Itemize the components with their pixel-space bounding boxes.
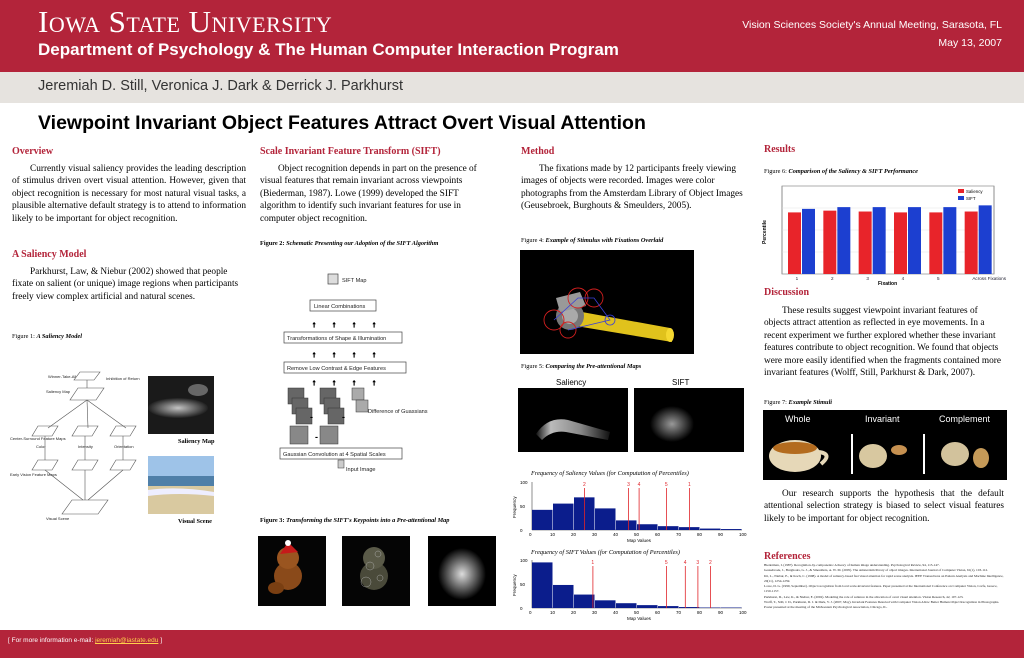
bar-sift <box>802 209 815 274</box>
inhibition-label: Inhibition of Return <box>106 376 140 381</box>
teddy-bear-keypoints <box>342 536 410 606</box>
percentile-marker-label: 1 <box>591 560 595 566</box>
center-surround-label: Center-Surround Feature Maps <box>10 436 66 441</box>
histogram-bar <box>679 607 700 608</box>
results-heading: Results <box>764 144 796 155</box>
x-tick-label: 0 <box>529 610 532 615</box>
bar-saliency <box>859 212 872 274</box>
results-bar-chart <box>760 180 1008 286</box>
poster-header <box>0 0 1024 72</box>
svg-text:↑: ↑ <box>352 350 356 359</box>
x-tick-label: 60 <box>655 610 661 615</box>
x-tick-label: 3 <box>866 276 869 281</box>
references-list <box>764 563 1004 611</box>
flow-remove: Remove Low Contrast & Edge Features <box>287 366 386 372</box>
discussion-heading: Discussion <box>764 287 810 298</box>
sift-heading: Scale Invariant Feature Transform (SIFT) <box>260 146 441 157</box>
visual-scene-image <box>148 456 214 514</box>
saliency-model-heading: A Saliency Model <box>12 249 87 260</box>
legend-entry: SIFT <box>966 196 976 201</box>
sift-text: Object recognition depends in part on the presence of visual features that remain invariant across viewpoints (Biederman, 1987). Lowe (1999) developed the SIFT algorithm to identify such invariant features for use in computer object recognition. <box>260 164 477 224</box>
winner-label: Winner-Take-All <box>48 374 77 379</box>
flow-transform: Transformations of Shape & Illumination <box>287 336 387 342</box>
reference-item: Wolff, T., Still, J. D., Parkhurst, D. J. & Dark, V. J. (2007, May). Invariant Features Detected with Computer Vision Allow Better Human Object Recognition in Photographs. Poster presented at the meeting of the Midwestern Psychological Association, Chicago, IL. <box>764 600 1000 610</box>
meeting-date: May 13, 2007 <box>938 37 1002 49</box>
flow-dog: Difference of Guassians <box>368 409 428 415</box>
meeting-name: Vision Sciences Society's Annual Meeting, Sarasota, FL <box>742 19 1002 31</box>
svg-text:-: - <box>315 432 318 442</box>
histogram-bar <box>616 520 637 530</box>
percentile-marker-label: 2 <box>709 560 712 566</box>
histogram-bar <box>700 529 721 530</box>
saliency-model-text: Parkhurst, Law, & Niebur (2002) showed that people fixate on salient (or unique) image regions when participants freely view complex artificial and natural scenes. <box>12 267 239 302</box>
x-tick-label: 20 <box>571 610 577 615</box>
figure-1-caption: Figure 1: A Saliency Model <box>12 333 82 340</box>
svg-text:↑: ↑ <box>332 378 336 387</box>
histogram-bar <box>595 508 616 530</box>
bar-saliency <box>788 212 801 274</box>
bar-saliency <box>823 211 836 274</box>
flow-gauss: Gaussian Convolution at 4 Spatial Scales <box>283 452 386 458</box>
x-tick-label: 90 <box>718 532 724 537</box>
svg-text:-: - <box>310 412 313 422</box>
figure-2-caption: Figure 2: Schematic Presenting our Adoption of the SIFT Algorithm <box>260 240 439 247</box>
map-orientation-label: Orientation <box>114 444 134 449</box>
x-tick-label: 40 <box>613 610 619 615</box>
x-tick-label: 80 <box>697 610 703 615</box>
svg-text:↑: ↑ <box>372 378 376 387</box>
teddy-bear-photo <box>258 536 326 606</box>
x-tick-label: 90 <box>718 610 724 615</box>
histogram-bar <box>637 524 658 530</box>
sift-flowchart <box>270 270 428 475</box>
references-heading: References <box>764 551 811 562</box>
histogram-bar <box>574 595 595 608</box>
x-tick-label: 30 <box>592 532 598 537</box>
histogram-bar <box>721 529 742 530</box>
histogram-bar <box>616 603 637 608</box>
stimulus-label-invariant: Invariant <box>865 414 900 424</box>
histogram-bar <box>658 526 679 530</box>
x-tick-label: 80 <box>697 532 703 537</box>
y-tick-label: 50 <box>520 504 526 509</box>
reference-item: Biederman, I. (1987). Recognition-by-components: A theory of human image understanding. Psychological Review, 94, 115-147. <box>764 563 940 567</box>
y-tick-label: 100 <box>520 480 528 485</box>
figure-6-caption: Figure 6: Comparison of the Saliency & SIFT Performance <box>764 168 918 175</box>
bar-sift <box>908 207 921 274</box>
x-axis-label: Map Values <box>627 616 651 621</box>
sift-histogram <box>508 556 748 622</box>
saliency-histogram-title: Frequency of Saliency Values (for Computation of Percentiles) <box>531 470 689 477</box>
x-tick-label: 10 <box>550 532 556 537</box>
visual-scene-diagram-label: Visual Scene <box>46 516 70 521</box>
flow-input: Input Image <box>346 467 376 473</box>
svg-text:↑: ↑ <box>352 378 356 387</box>
method-heading: Method <box>521 146 555 157</box>
stimulus-label-complement: Complement <box>939 414 991 424</box>
percentile-marker-label: 5 <box>664 560 668 566</box>
saliency-histogram <box>508 478 748 544</box>
reference-item: Itti, L., Niebur, E., & Koch, C. (1998). A model of saliency-based fast visual attention for rapid scene analysis. IEEE Transactions on Pattern Analysis and Machine Intelligence, 20(11), 1254-1259. <box>764 573 1004 583</box>
overview-text: Currently visual saliency provides the leading description of stimulus driven overt visual attention. However, given that object recognition is necessary for most natural visual tasks, a plausible alternative default strategy is to attend to information likely to be important for object recognition. <box>12 164 246 224</box>
sift-histogram-title: Frequency of SIFT Values (for Computation of Percentiles) <box>531 549 680 556</box>
method-text: The fixations made by 12 participants freely viewing images of objects were recorded. Images were color photographs from the Amsterdam Library of Object Images (Geusebroek, Burghouts & Smeulders, 2005). <box>521 164 743 212</box>
histogram-bar <box>637 605 658 608</box>
figure-4-caption: Figure 4: Example of Stimulus with Fixations Overlaid <box>521 237 664 244</box>
footer-suffix: ] <box>160 637 163 644</box>
y-axis-label: Percentile <box>762 220 768 244</box>
x-tick-label: 70 <box>676 610 682 615</box>
percentile-marker-label: 3 <box>627 482 630 488</box>
contact-email-link[interactable]: jeremiah@iastate.edu <box>95 637 159 644</box>
svg-text:↑: ↑ <box>312 350 316 359</box>
svg-text:↑: ↑ <box>312 320 316 329</box>
reference-item: Geusebroek, J., Burghouts, G. J., & Smeulders, A. W. M. (2005). The Amsterdam library of object images. International Journal of Computer Vision, 61(1), 103-112. <box>764 568 989 573</box>
fig5-saliency-label: Saliency <box>556 378 587 387</box>
stimulus-with-fixations <box>520 250 694 354</box>
map-color-label: Color <box>36 444 46 449</box>
bar-sift <box>837 207 850 274</box>
example-stimuli <box>763 410 1007 480</box>
figure-5-caption: Figure 5: Comparing the Pre-attentional Maps <box>521 363 642 370</box>
y-axis-label: Frequency <box>512 574 517 596</box>
percentile-marker-label: 2 <box>583 482 586 488</box>
university-name: Iowa State University <box>38 4 333 39</box>
y-tick-label: 50 <box>520 582 526 587</box>
x-tick-label: Across Fixations <box>972 276 1007 281</box>
legend-swatch <box>958 196 964 200</box>
bar-saliency <box>965 212 978 274</box>
histogram-bar <box>553 585 574 608</box>
stimulus-label-whole: Whole <box>785 414 811 424</box>
sift-map-comparison <box>634 388 744 452</box>
visual-scene-image-label: Visual Scene <box>178 518 212 525</box>
poster-title: Viewpoint Invariant Object Features Attract Overt Visual Attention <box>38 112 646 134</box>
bar-sift <box>943 207 956 274</box>
saliency-map-comparison <box>518 388 628 452</box>
author-bar <box>0 72 1024 103</box>
x-axis-label: Map Values <box>627 538 651 543</box>
svg-text:↑: ↑ <box>312 378 316 387</box>
histogram-bar <box>595 600 616 608</box>
x-tick-label: 30 <box>592 610 598 615</box>
svg-text:↑: ↑ <box>372 320 376 329</box>
fig5-sift-label: SIFT <box>672 378 690 387</box>
map-intensity-label: Intensity <box>78 444 93 449</box>
histogram-bar <box>553 504 574 530</box>
legend-swatch <box>958 189 964 193</box>
reference-item: Lowe, D. G. (1999, September). Object recognition from local scale-invariant features. Paper presented at the International Conference on Computer Vision, Corfu, Greece, 1150-1157. <box>764 584 998 594</box>
footer-prefix: [ For more information e-mail: <box>8 637 94 644</box>
histogram-bar <box>532 510 553 530</box>
percentile-marker-label: 4 <box>637 482 641 488</box>
bar-saliency <box>929 212 942 274</box>
conclusion-text: Our research supports the hypothesis that the default attentional selection strategy is biased to select visual features likely to be important for object recognition. <box>764 489 1004 524</box>
sift-pre-attentional-map <box>428 536 496 606</box>
discussion-text: These results suggest viewpoint invariant features of objects attract attention as reflected in eye movements. In a recent experiment we further explored whether these invariant features contribute to object recognition. We found that objects were more easily identified when the fragments contained more invariant features (Wolff, Still, Parkhurst & Dark, 2007). <box>764 306 1001 379</box>
saliency-map-diagram-label: Saliency Map <box>46 389 71 394</box>
percentile-marker-label: 1 <box>688 482 691 488</box>
x-tick-label: 100 <box>739 610 747 615</box>
figure-3-caption: Figure 3: Transforming the SIFT's Keypoints into a Pre-attentional Map <box>260 517 450 524</box>
x-tick-label: 10 <box>550 610 556 615</box>
meeting-info <box>742 16 1002 52</box>
y-axis-label: Frequency <box>512 496 517 518</box>
early-vision-label: Early Vision Feature Maps <box>10 472 57 477</box>
flow-linear: Linear Combinations <box>314 304 366 310</box>
authors: Jeremiah D. Still, Veronica J. Dark & Derrick J. Parkhurst <box>38 78 404 94</box>
bar-sift <box>873 207 886 274</box>
percentile-marker-label: 5 <box>664 482 668 488</box>
legend-entry: Saliency <box>966 189 983 194</box>
x-tick-label: 40 <box>613 532 619 537</box>
bar-sift <box>979 205 992 274</box>
histogram-bar <box>532 562 553 608</box>
reference-item: Parkhurst, D., Law, K., & Niebur, E. (2002). Modeling the role of salience in the allocation of overt visual attention. Vision Research, 42, 107-123. <box>764 594 964 599</box>
x-tick-label: 2 <box>831 276 834 281</box>
percentile-marker-label: 3 <box>696 560 700 566</box>
svg-text:↑: ↑ <box>372 350 376 359</box>
saliency-map-image <box>148 376 214 434</box>
x-tick-label: 60 <box>655 532 661 537</box>
overview-heading: Overview <box>12 146 54 157</box>
flow-sift-map: SIFT Map <box>342 278 367 284</box>
x-tick-label: 20 <box>571 532 577 537</box>
svg-text:↑: ↑ <box>332 350 336 359</box>
x-tick-label: 1 <box>795 276 799 281</box>
saliency-model-diagram <box>8 368 143 526</box>
y-tick-label: 0 <box>520 528 523 533</box>
x-tick-label: 0 <box>529 532 532 537</box>
x-tick-label: 50 <box>634 532 640 537</box>
percentile-marker-label: 4 <box>683 560 687 566</box>
histogram-bar <box>658 606 679 608</box>
x-tick-label: 70 <box>676 532 682 537</box>
x-tick-label: 100 <box>739 532 747 537</box>
svg-text:↑: ↑ <box>332 320 336 329</box>
y-tick-label: 0 <box>520 606 523 611</box>
figure-7-caption: Figure 7: Example Stimuli <box>764 399 833 406</box>
department-name: Department of Psychology & The Human Computer Interaction Program <box>38 40 619 59</box>
x-tick-label: 50 <box>634 610 640 615</box>
y-tick-label: 100 <box>520 558 528 563</box>
x-tick-label: 5 <box>937 276 940 281</box>
poster-footer <box>0 630 1024 658</box>
saliency-map-image-label: Saliency Map <box>178 438 215 445</box>
svg-text:-: - <box>342 412 345 422</box>
x-tick-label: 4 <box>901 276 905 281</box>
x-axis-label: Fixation <box>878 281 898 287</box>
bar-saliency <box>894 212 907 274</box>
svg-text:↑: ↑ <box>352 320 356 329</box>
